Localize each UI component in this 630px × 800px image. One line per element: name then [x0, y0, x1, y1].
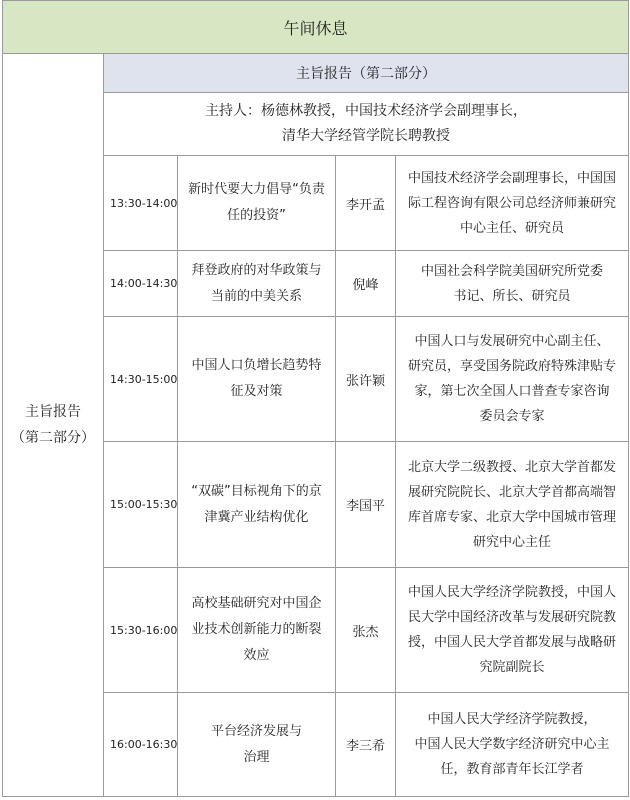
session-topic [178, 251, 336, 317]
affiliation-line: 中国人民大学数字经济研究中心主 [414, 737, 610, 752]
topic-line: 任的投资” [227, 208, 286, 223]
affiliation-line: 中国技术经济学会副理事长，中国国 [408, 170, 617, 186]
affiliation-line: 家，第七次全国人口普查专家咨询 [414, 384, 610, 399]
session-time: 15:00-15:30 [104, 442, 178, 568]
session-topic [178, 442, 336, 568]
affiliation-line: 中国人民大学经济学院教授， [427, 712, 597, 727]
affiliation-line: 中国社会科学院美国研究所党委 [421, 263, 604, 279]
affiliation-line: 任，教育部青年长江学者 [440, 762, 584, 777]
lunch-break-banner: 午间休息 [3, 1, 629, 54]
speaker-affiliation [396, 693, 629, 797]
affiliation-line: 中心主任、研究员 [460, 220, 565, 236]
session-time: 13:30-14:00 [104, 156, 178, 251]
session-topic [178, 693, 336, 797]
topic-line: 津冀产业结构优化 [204, 509, 309, 525]
affiliation-line: 究院副院长 [479, 660, 545, 675]
affiliation-line: 民大学中国经济改革与发展研究院教 [408, 610, 617, 625]
speaker-affiliation [396, 251, 629, 317]
session-speaker: 李三希 [336, 693, 396, 797]
topic-line: 征及对策 [230, 384, 283, 399]
affiliation-line: 委员会专家 [479, 409, 545, 424]
schedule-table [2, 0, 629, 797]
section-header: 主旨报告（第二部分） [104, 54, 629, 93]
affiliation-line: 北京大学二级教授、北京大学首都发 [408, 459, 617, 475]
affiliation-line: 展研究院院长、北京大学首都高端智 [408, 484, 617, 500]
topic-line: 拜登政府的对华政策与 [191, 262, 322, 278]
session-speaker: 张杰 [336, 568, 396, 693]
affiliation-line: 中国人民大学经济学院教授，中国人 [408, 585, 617, 600]
topic-line: “双碳”目标视角下的京 [191, 483, 322, 499]
keynote-side-label [3, 54, 104, 797]
topic-line: 高校基础研究对中国企 [191, 596, 322, 611]
side-label-line: （第二部分） [11, 430, 95, 446]
session-topic [178, 317, 336, 442]
session-topic [178, 156, 336, 251]
host-line: 主持人：杨德林教授，中国技术经济学会副理事长， [205, 103, 528, 119]
session-time: 15:30-16:00 [104, 568, 178, 693]
affiliation-line: 库首席专家、北京大学中国城市管理 [408, 509, 617, 525]
speaker-affiliation [396, 568, 629, 693]
topic-line: 新时代要大力倡导“负责 [188, 182, 325, 197]
host-info [104, 93, 629, 156]
session-speaker: 倪峰 [336, 251, 396, 317]
speaker-affiliation [396, 317, 629, 442]
affiliation-line: 际工程咨询有限公司总经济师兼研究 [408, 195, 617, 211]
session-time: 14:30-15:00 [104, 317, 178, 442]
affiliation-line: 研究员，享受国务院政府特殊津贴专 [408, 359, 617, 374]
session-speaker: 李开孟 [336, 156, 396, 251]
topic-line: 业技术创新能力的断裂 [191, 622, 322, 637]
host-line: 清华大学经管学院长聘教授 [282, 128, 451, 144]
affiliation-line: 书记、所长、研究员 [453, 288, 571, 304]
speaker-affiliation [396, 442, 629, 568]
topic-line: 效应 [243, 648, 270, 663]
session-topic [178, 568, 336, 693]
session-time: 16:00-16:30 [104, 693, 178, 797]
topic-line: 中国人口负增长趋势特 [191, 358, 322, 373]
topic-line: 平台经济发展与 [210, 723, 302, 739]
session-speaker: 李国平 [336, 442, 396, 568]
topic-line: 治理 [243, 749, 270, 765]
affiliation-line: 授，中国人民大学首都发展与战略研 [408, 635, 617, 650]
affiliation-line: 中国人口与发展研究中心副主任、 [414, 334, 610, 349]
topic-line: 当前的中美关系 [210, 288, 302, 304]
session-time: 14:00-14:30 [104, 251, 178, 317]
side-label-line: 主旨报告 [25, 404, 81, 420]
session-speaker: 张许颖 [336, 317, 396, 442]
affiliation-line: 研究中心主任 [473, 534, 552, 550]
speaker-affiliation [396, 156, 629, 251]
